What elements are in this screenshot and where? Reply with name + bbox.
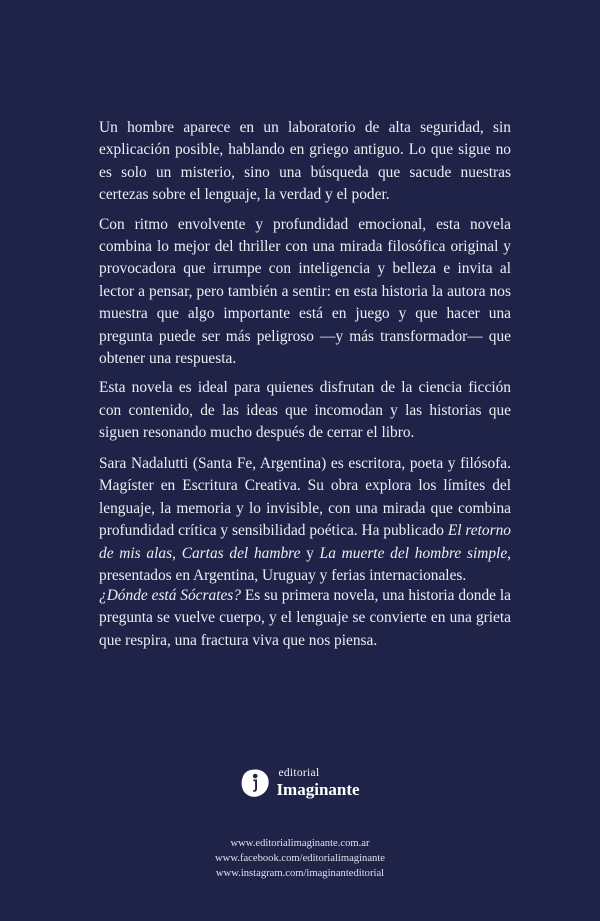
author-bio-outro: , presentados en Argentina, Uruguay y ferias internacionales. xyxy=(99,544,512,585)
novel-note-paragraph xyxy=(99,585,511,652)
synopsis xyxy=(99,117,511,452)
website-link[interactable]: www.editorialimaginante.com.ar xyxy=(230,838,370,849)
publisher-logo-icon xyxy=(240,768,270,798)
publisher-logo xyxy=(0,768,600,798)
novel-note xyxy=(99,585,511,659)
author-bio-paragraph xyxy=(99,453,511,587)
book-title-1: El retorno de mis alas xyxy=(99,522,511,562)
book-title-2: Cartas del hambre xyxy=(181,544,301,562)
synopsis-paragraph-2: Con ritmo envolvente y profundidad emocional, esta novela combina lo mejor del thriller con una mirada filosófica original y provocadora que irrumpe con inteligencia y belleza e invita al lector a pensar, pero también a sentir: en esta historia la autora nos muestra que algo importante está en juego y que hacer una pregunta puede ser más peligroso —y más transformador— que obtener una respuesta. xyxy=(99,215,511,368)
author-bio-separator-2: y xyxy=(300,544,320,562)
author-bio-intro: Sara Nadalutti (Santa Fe, Argentina) es escritora, poeta y filósofa. Magíster en Escritura Creativa. Su obra explora los límites del lenguaje, la memoria y lo invisible, con una mirada que combina profundidad crítica y sensibilidad poética. Ha publicado xyxy=(99,455,511,540)
contact-links xyxy=(0,836,600,881)
instagram-link[interactable]: www.instagram.com/imaginanteditorial xyxy=(215,868,385,879)
author-bio-separator-1: , xyxy=(172,544,182,562)
synopsis-paragraph-3: Esta novela es ideal para quienes disfrutan de la ciencia ficción con contenido, de las ideas que incomodan y las historias que siguen resonando mucho después de cerrar el libro. xyxy=(99,379,511,442)
publisher-name: Imaginante xyxy=(276,779,360,799)
synopsis-paragraph-1: Un hombre aparece en un laboratorio de alta seguridad, sin explicación posible, hablando en griego antiguo. Lo que sigue no es solo un misterio, sino una búsqueda que sacude nuestras certezas sobre el lenguaje, la verdad y el poder. xyxy=(99,119,511,204)
book-title-3: La muerte del hombre simple xyxy=(319,544,508,562)
novel-title: ¿Dónde está Sócrates? xyxy=(99,587,241,604)
novel-note-text: Es su primera novela, una historia donde la pregunta se vuelve cuerpo, y el lenguaje se convierte en una grieta que respira, una fractura viva que nos piensa. xyxy=(99,587,511,649)
facebook-link[interactable]: www.facebook.com/editorialimaginante xyxy=(215,853,385,864)
author-bio xyxy=(99,453,511,594)
publisher-label: editorial xyxy=(278,767,320,780)
